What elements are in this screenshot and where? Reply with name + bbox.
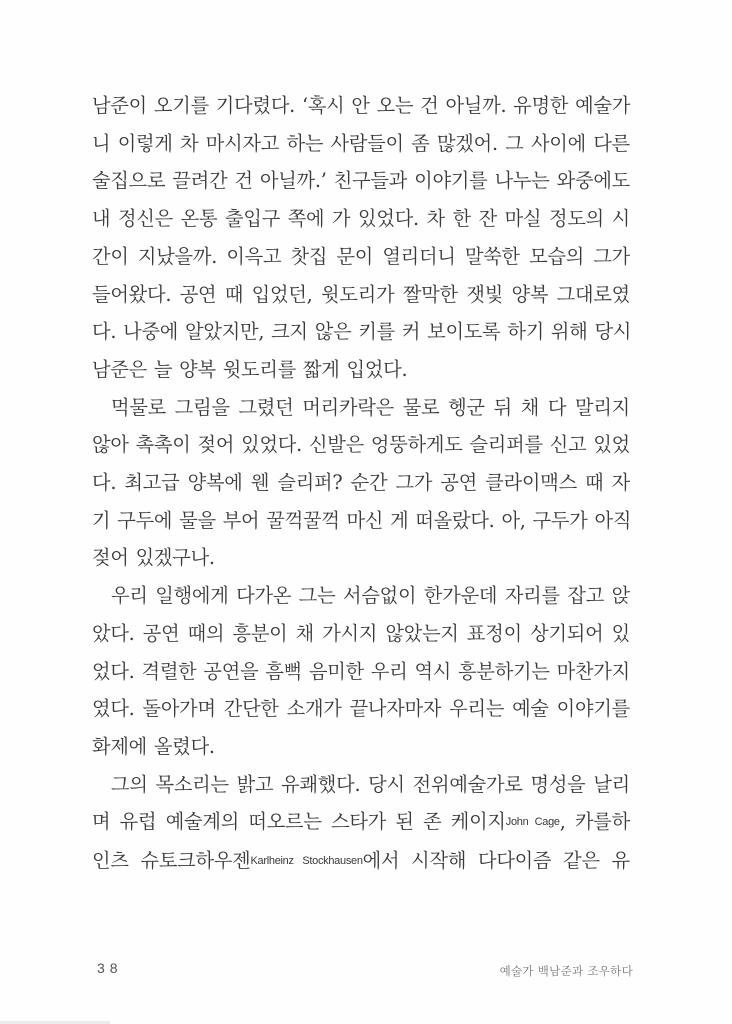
- text-line: 였다. 돌아가며 간단한 소개가 끝나자마자 우리는 예술 이야기를: [92, 697, 630, 721]
- paragraph-3: [92, 577, 630, 766]
- text-segment: 며 유럽 예술계의 떠오르는 스타가 된 존 케이지: [92, 810, 506, 834]
- text-line: 우리 일행에게 다가온 그는 서슴없이 한가운데 자리를 잡고 앉: [111, 584, 630, 608]
- text-line: 먹물로 그림을 그렸던 머리카락은 물로 헹군 뒤 채 다 말리지: [111, 395, 630, 419]
- text-line: 들어왔다. 공연 때 입었던, 윗도리가 짤막한 잿빛 양복 그대로였: [92, 282, 630, 306]
- text-line: 남준이 오기를 기다렸다. ‘혹시 안 오는 건 아닐까. 유명한 예술가: [92, 94, 631, 117]
- gloss-stockhausen: Karlheinz Stockhausen: [250, 855, 363, 868]
- text-segment: , 카를하: [559, 810, 630, 834]
- text-line: 남준은 늘 양복 윗도리를 짧게 입었다.: [92, 357, 408, 381]
- text-line: 젖어 있겠구나.: [92, 546, 215, 570]
- text-line: 그의 목소리는 밝고 유쾌했다. 당시 전위예술가로 명성을 날리: [111, 772, 630, 796]
- page-number: 38: [97, 960, 123, 976]
- gloss-john-cage: John Cage: [505, 816, 560, 829]
- body-text: [92, 87, 630, 881]
- text-line: 니 이렇게 차 마시자고 하는 사람들이 좀 많겠어. 그 사이에 다른: [92, 131, 630, 155]
- paragraph-1: [92, 87, 630, 389]
- text-line: 내 정신은 온통 출입구 쪽에 가 있었다. 차 한 잔 마실 정도의 시: [92, 207, 630, 231]
- text-line-with-gloss: [92, 842, 630, 881]
- text-line: 다. 최고급 양복에 웬 슬리퍼? 순간 그가 공연 클라이맥스 때 자: [92, 471, 630, 495]
- text-segment: 인츠 슈토크하우젠: [92, 849, 251, 873]
- text-line: 기 구두에 물을 부어 꿀꺽꿀꺽 마신 게 떠올랐다. 아, 구두가 아직: [92, 508, 632, 532]
- running-title: 예술가 백남준과 조우하다: [499, 964, 633, 978]
- text-line: 었다. 격렬한 공연을 흠뻑 음미한 우리 역시 흥분하기는 마찬가지: [92, 659, 630, 683]
- text-line: 다. 나중에 알았지만, 크지 않은 키를 커 보이도록 하기 위해 당시: [92, 320, 632, 344]
- paragraph-2: [92, 389, 630, 578]
- paragraph-4: [92, 766, 630, 881]
- text-line: 화제에 올렸다.: [92, 734, 215, 758]
- text-line: 간이 지났을까. 이윽고 찻집 문이 열리더니 말쑥한 모습의 그가: [92, 244, 630, 268]
- text-line: 않아 촉촉이 젖어 있었다. 신발은 엉뚱하게도 슬리퍼를 신고 있었: [92, 433, 630, 457]
- text-segment: 에서 시작해 다다이즘 같은 유: [362, 849, 630, 873]
- text-line-with-gloss: [92, 803, 630, 842]
- text-line: 았다. 공연 때의 흥분이 채 가시지 않았는지 표정이 상기되어 있: [92, 621, 630, 645]
- text-line: 술집으로 끌려간 건 아닐까.’ 친구들과 이야기를 나누는 와중에도: [92, 169, 630, 193]
